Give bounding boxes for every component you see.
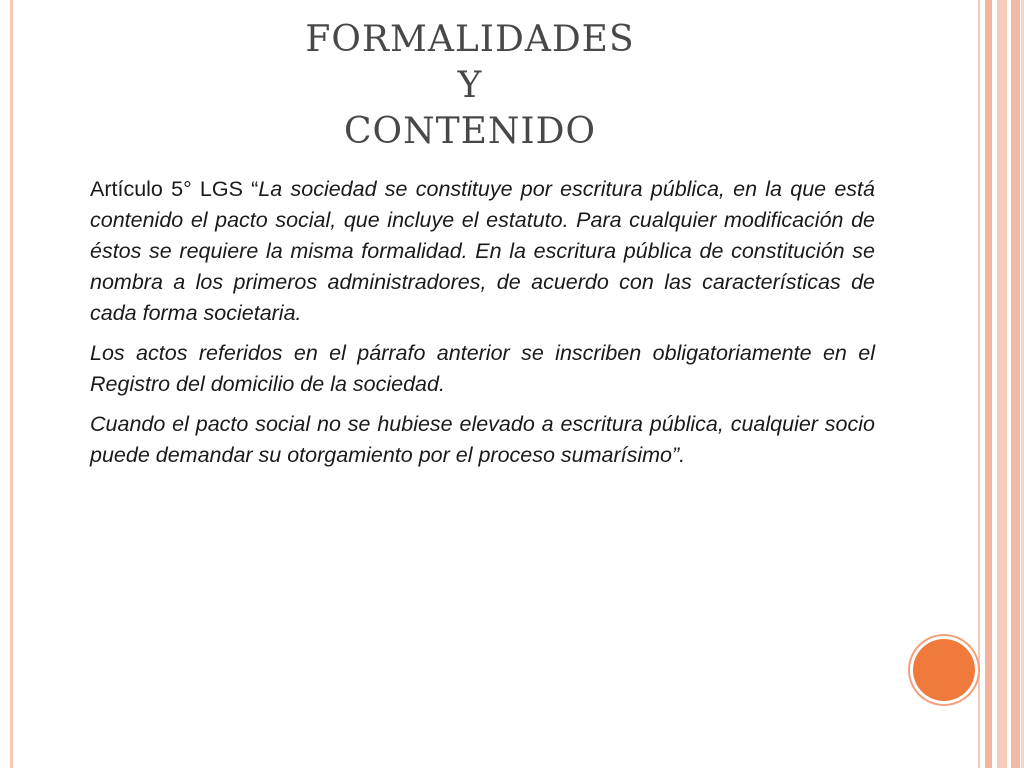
decorative-circle bbox=[913, 639, 975, 701]
paragraph-demand-body: Cuando el pacto social no se hubiese elevado a escritura pública, cualquier socio puede demandar su otorgamiento por el proceso sumarísimo”. bbox=[90, 412, 875, 467]
paragraph-article-lead: Artículo 5° LGS “ bbox=[90, 177, 259, 201]
paragraph-inscription-body: Los actos referidos en el párrafo anterior se inscriben obligatoriamente en el Registro del domicilio de la sociedad. bbox=[90, 341, 875, 396]
title-line-1: FORMALIDADES bbox=[305, 19, 635, 60]
title-line-2: Y bbox=[457, 65, 483, 106]
paragraph-demand bbox=[90, 409, 875, 471]
right-border-line-3 bbox=[997, 0, 1007, 768]
right-border-line-1 bbox=[978, 0, 980, 768]
paragraph-article-body: La sociedad se constituye por escritura pública, en la que está contenido el pacto social, que incluye el estatuto. Para cualquier modificación de éstos se requiere la misma formalidad. En la escritura pública de constitución se nombra a los primeros administradores, de acuerdo con las características de cada forma societaria. bbox=[90, 177, 875, 325]
slide-title bbox=[250, 17, 690, 155]
left-border-line bbox=[10, 0, 13, 768]
title-line-3: CONTENIDO bbox=[344, 111, 596, 152]
right-border-line-2 bbox=[985, 0, 992, 768]
paragraph-article bbox=[90, 174, 875, 329]
right-border-line-4 bbox=[1011, 0, 1020, 768]
paragraph-inscription bbox=[90, 338, 875, 400]
slide-body bbox=[90, 174, 875, 480]
